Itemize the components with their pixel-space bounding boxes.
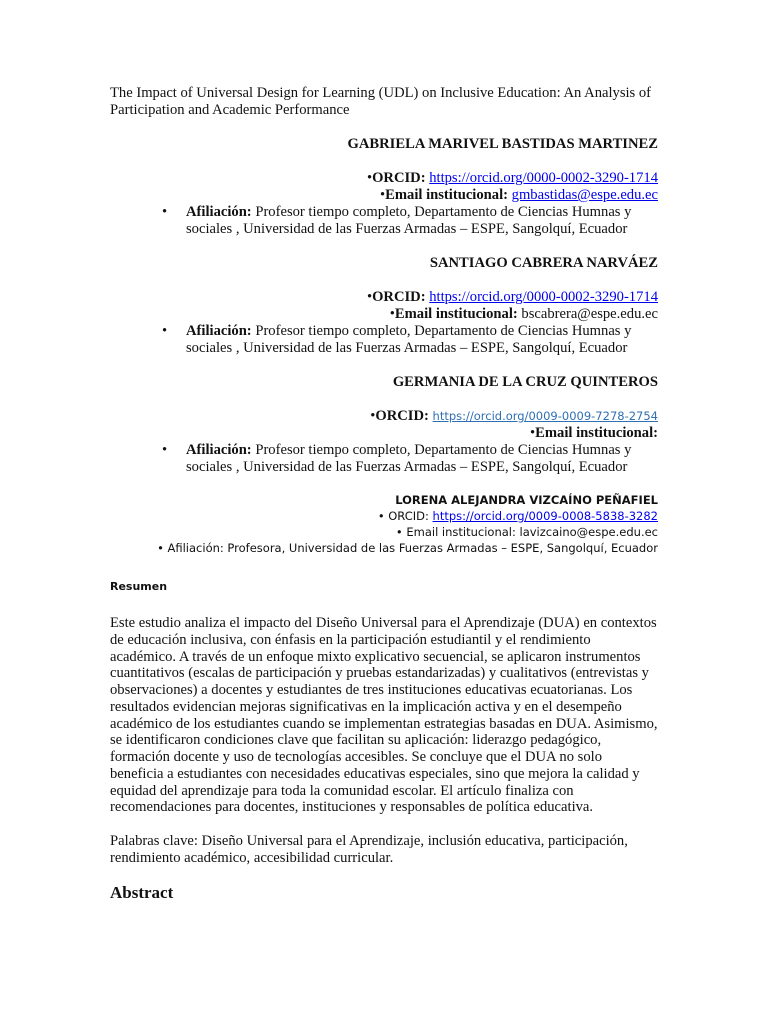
orcid-line — [110, 508, 658, 524]
orcid-link[interactable]: https://orcid.org/0009-0008-5838-3282 — [432, 509, 658, 523]
email-line — [110, 425, 658, 442]
bullet-icon — [360, 408, 375, 424]
affiliation-label: Afiliación: — [186, 204, 252, 220]
affiliation — [110, 323, 658, 357]
email-label: Email institucional: — [385, 187, 508, 203]
affiliation-text-2: sociales , Universidad de las Fuerzas Armadas – ESPE, Sangolquí, Ecuador — [186, 340, 628, 356]
email-line: • Email institucional: lavizcaino@espe.edu.ec — [395, 525, 658, 539]
orcid-label: ORCID: — [375, 408, 429, 424]
affiliation — [110, 442, 658, 476]
orcid-link[interactable]: https://orcid.org/0000-0002-3290-1714 — [429, 170, 658, 186]
email-text: bscabrera@espe.edu.ec — [521, 306, 658, 322]
affiliation-text: Profesor tiempo completo, Departamento de Ciencias Humnas y — [255, 442, 632, 458]
document-page — [110, 85, 658, 901]
orcid-link[interactable]: https://orcid.org/0009-0009-7278-2754 — [432, 409, 658, 423]
author-block-3 — [110, 374, 658, 476]
affiliation-text-2: sociales , Universidad de las Fuerzas Armadas – ESPE, Sangolquí, Ecuador — [186, 221, 628, 237]
paper-title: The Impact of Universal Design for Learning (UDL) on Inclusive Education: An Analysis of Participation and Academic Performance — [110, 85, 652, 118]
author-name: SANTIAGO CABRERA NARVÁEZ — [429, 255, 658, 271]
affiliation: • Afiliación: Profesora, Universidad de las Fuerzas Armadas – ESPE, Sangolquí, Ecuador — [157, 541, 658, 555]
affiliation-text: Profesor tiempo completo, Departamento de Ciencias Humnas y — [255, 204, 632, 220]
resumen-paragraph: Este estudio analiza el impacto del Diseño Universal para el Aprendizaje (DUA) en contextos de educación inclusiva, con énfasis en la participación estudiantil y el rendimiento académico. A través de un enfoque mixto explicativo secuencial, se aplicaron instrumentos cuantitativos (escalas de participación y pruebas estandarizadas) y cualitativos (entrevistas y observaciones) a docentes y estudiantes de tres instituciones educativas ecuatorianas. Los resultados evidencian mejoras significativas en la implicación activa y en el desempeño académico de los estudiantes cuando se implementan estrategias basadas en DUA. Asimismo, se identificaron condiciones clave que facilitan su aplicación: liderazgo pedagógico, formación docente y uso de tecnologías accesibles. Se concluye que el DUA no solo beneficia a estudiantes con necesidades educativas especiales, sino que mejora la calidad y equidad del aprendizaje para toda la comunidad escolar. El artículo finaliza con recomendaciones para docentes, instituciones y responsables de política educativa. — [110, 615, 658, 816]
affiliation-label: Afiliación: — [186, 323, 252, 339]
orcid-label: ORCID: — [372, 289, 426, 305]
bullet-icon — [370, 187, 385, 203]
bullet-icon: • — [162, 204, 168, 220]
orcid-line — [110, 170, 658, 187]
email-label: Email institucional: — [394, 306, 518, 322]
email-label: Email institucional: — [535, 425, 658, 441]
orcid-label: • ORCID: — [377, 509, 433, 523]
bullet-icon — [520, 425, 535, 441]
orcid-label: ORCID: — [372, 170, 426, 186]
orcid-link[interactable]: https://orcid.org/0000-0002-3290-1714 — [429, 289, 658, 305]
affiliation-text-2: sociales , Universidad de las Fuerzas Armadas – ESPE, Sangolquí, Ecuador — [186, 459, 628, 475]
bullet-icon — [380, 306, 395, 322]
author-name: LORENA ALEJANDRA VIZCAÍNO PEÑAFIEL — [395, 493, 658, 507]
author-name: GERMANIA DE LA CRUZ QUINTEROS — [392, 374, 658, 390]
affiliation-text: Profesor tiempo completo, Departamento de Ciencias Humnas y — [255, 323, 632, 339]
abstract-heading: Abstract — [110, 883, 174, 902]
bullet-icon: • — [162, 442, 168, 458]
affiliation-label: Afiliación: — [186, 442, 252, 458]
affiliation — [110, 204, 658, 238]
email-line — [110, 306, 658, 323]
author-block-2 — [110, 255, 658, 357]
email-line — [110, 187, 658, 204]
orcid-line — [110, 289, 658, 306]
bullet-icon — [357, 170, 372, 186]
bullet-icon — [357, 289, 372, 305]
author-block-1 — [110, 136, 658, 238]
email-link[interactable]: gmbastidas@espe.edu.ec — [511, 187, 658, 203]
resumen-heading: Resumen — [110, 580, 168, 593]
author-block-4 — [110, 492, 658, 556]
orcid-line — [110, 408, 658, 425]
keywords-paragraph: Palabras clave: Diseño Universal para el Aprendizaje, inclusión educativa, participación, rendimiento académico, accesibilidad curricular. — [110, 833, 628, 866]
bullet-icon: • — [162, 323, 168, 339]
author-name: GABRIELA MARIVEL BASTIDAS MARTINEZ — [347, 136, 658, 152]
